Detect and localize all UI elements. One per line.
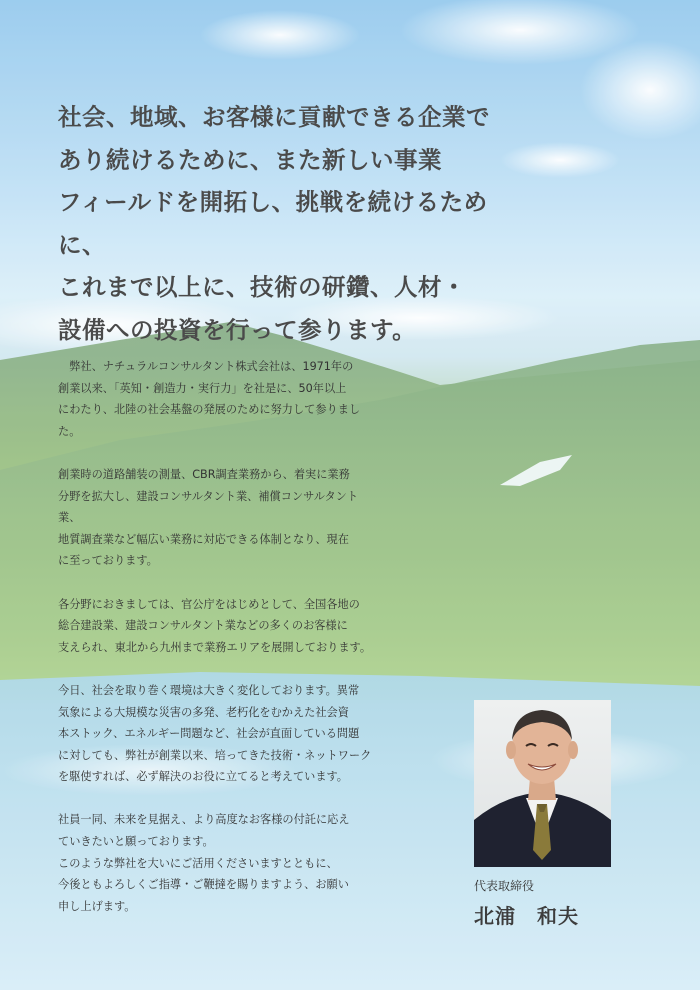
representative-title: 代表取締役 [474,879,535,893]
representative-photo [474,700,611,867]
body-paragraph: 弊社、ナチュラルコンサルタント株式会社は、1971年の 創業以来、「英知・創造力・実行力」を社是に、50年以上 にわたり、北陸の社会基盤の発展のために努力して参りました。 [58,360,361,438]
greeting-body [58,356,380,917]
portrait-illustration [474,700,611,867]
headline: 社会、地域、お客様に貢献できる企業で あり続けるために、また新しい事業 フィールドを開拓し、挑戦を続けるために、 これまで以上に、技術の研鑽、人材・ 設備への投資を行って参ります。 [58,103,490,344]
body-paragraph: 今日、社会を取り巻く環境は大きく変化しております。異常 気象による大規模な災害の多発、老朽化をむかえた社会資 本ストック、エネルギー問題など、社会が直面している問題 に対しても、弊社が創業以来、培ってきた技術・ネットワーク を駆使すれば、必ず解決のお役に立てると考えています。 [58,683,372,784]
body-paragraph: 創業時の道路舗装の測量、CBR調査業務から、着実に業務 分野を拡大し、建設コンサルタント業、補償コンサルタント業、 地質調査業など幅広い業務に対応できる体制となり、現在 に至っております。 [58,467,359,568]
representative-name: 北浦 和夫 [474,904,579,928]
body-paragraph: 各分野におきましては、官公庁をはじめとして、全国各地の 総合建設業、建設コンサルタント業などの多くのお客様に 支えられ、東北から九州まで業務エリアを展開しております。 [58,597,372,654]
body-paragraph: 社員一同、未来を見据え、より高度なお客様の付託に応え ていきたいと願っております。 このような弊社を大いにご活用くださいますとともに、 今後ともよろしくご指導・ご鞭撻を賜りますよう、お願い 申し上げます。 [58,813,350,913]
